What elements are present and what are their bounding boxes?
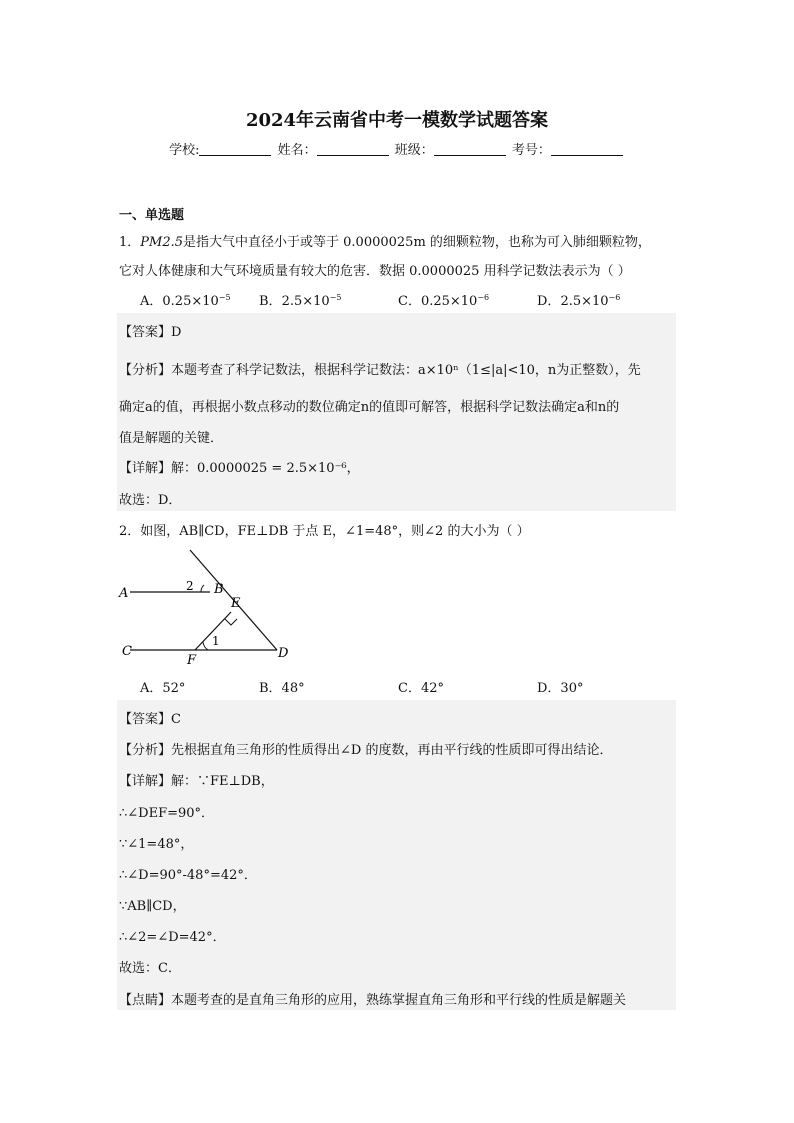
angle1-arc <box>203 642 208 650</box>
name-blank <box>317 143 389 156</box>
label-d: D <box>278 646 289 661</box>
q1-pm-term: PM2.5 <box>140 235 184 250</box>
angle2-arc <box>201 585 204 592</box>
school-label: 学校: <box>169 143 200 158</box>
q1-option-d: D．$2.5\times 10^{-6}$ <box>537 293 621 309</box>
label-f: F <box>187 653 197 668</box>
q1-option-a: A．$0.25\times 10^{-5}$ <box>140 293 231 309</box>
right-angle-mark <box>225 619 237 625</box>
q1-detail: 【详解】解：0.0000025 = 2.5×10⁻⁶， <box>119 461 360 476</box>
number-label: 考号： <box>511 143 551 158</box>
page-title: 2024年云南省中考一模数学试题答案 <box>245 110 549 131</box>
section-heading: 一、单选题 <box>119 208 185 223</box>
q1-number: 1． <box>119 235 141 250</box>
q2-analysis: 【分析】先根据直角三角形的性质得出∠D 的度数，再由平行线的性质即可得出结论． <box>119 743 613 758</box>
q2-geometry-figure <box>115 545 305 670</box>
label-angle2: 2 <box>186 579 194 593</box>
q1-option-c: C．$0.25\times 10^{-6}$ <box>398 293 490 309</box>
label-c: C <box>122 644 132 659</box>
q2-step-3: ∵∠1=48°， <box>119 837 194 852</box>
q2-step-1: 【详解】解：∵FE⊥DB， <box>119 774 274 789</box>
label-e: E <box>231 596 241 611</box>
q2-options <box>0 677 794 695</box>
q2-stem: 2．如图，AB∥CD，FE⊥DB 于点 E，∠1=48°，则∠2 的大小为（ ） <box>119 524 530 539</box>
q1-stem-line2: 它对人体健康和大气环境质量有较大的危害．数据 0.0000025 用科学记数法表示为（ ） <box>119 264 631 279</box>
q2-option-d: D．30° <box>537 681 584 696</box>
class-blank <box>434 143 506 156</box>
q2-option-c: C．42° <box>398 681 444 696</box>
school-blank <box>199 143 271 156</box>
q1-answer: 【答案】D <box>119 325 182 340</box>
q1-choose: 故选：D． <box>119 493 182 508</box>
q2-step-2: ∴∠DEF=90°． <box>119 806 215 821</box>
label-angle1: 1 <box>212 634 220 648</box>
q2-comment: 【点睛】本题考查的是直角三角形的应用，熟练掌握直角三角形和平行线的性质是解题关 <box>119 993 627 1008</box>
label-a: A <box>119 586 129 601</box>
class-label: 班级： <box>394 143 434 158</box>
q2-step-6: ∴∠2=∠D=42°． <box>119 930 226 945</box>
q2-answer: 【答案】C <box>119 712 181 727</box>
q2-step-5: ∵AB∥CD， <box>119 899 186 914</box>
q2-step-7: 故选：C． <box>119 961 181 976</box>
q2-step-4: ∴∠D=90°-48°=42°． <box>119 868 257 883</box>
number-blank <box>551 143 623 156</box>
q1-analysis-line1: 【分析】本题考查了科学记数法，根据科学记数法：a×10ⁿ（1≤|a|<10，n为正整数），先 <box>119 363 641 378</box>
q1-analysis-line3: 值是解题的关键． <box>119 431 224 446</box>
q1-stem-line1 <box>119 231 651 250</box>
q1-analysis-line2: 确定a的值，再根据小数点移动的数位确定n的值即可解答，根据科学记数法确定a和n的 <box>119 400 620 415</box>
q2-option-a: A．52° <box>140 681 186 696</box>
q1-option-b: B．$2.5\times 10^{-5}$ <box>259 293 342 309</box>
q1-options <box>0 290 794 308</box>
student-info-line <box>0 139 794 158</box>
label-b: B <box>214 582 224 597</box>
name-label: 姓名： <box>277 143 317 158</box>
q2-option-b: B．48° <box>259 681 305 696</box>
q1-stem-text1: 是指大气中直径小于或等于 0.0000025m 的细颗粒物，也称为可入肺细颗粒物， <box>183 235 651 250</box>
